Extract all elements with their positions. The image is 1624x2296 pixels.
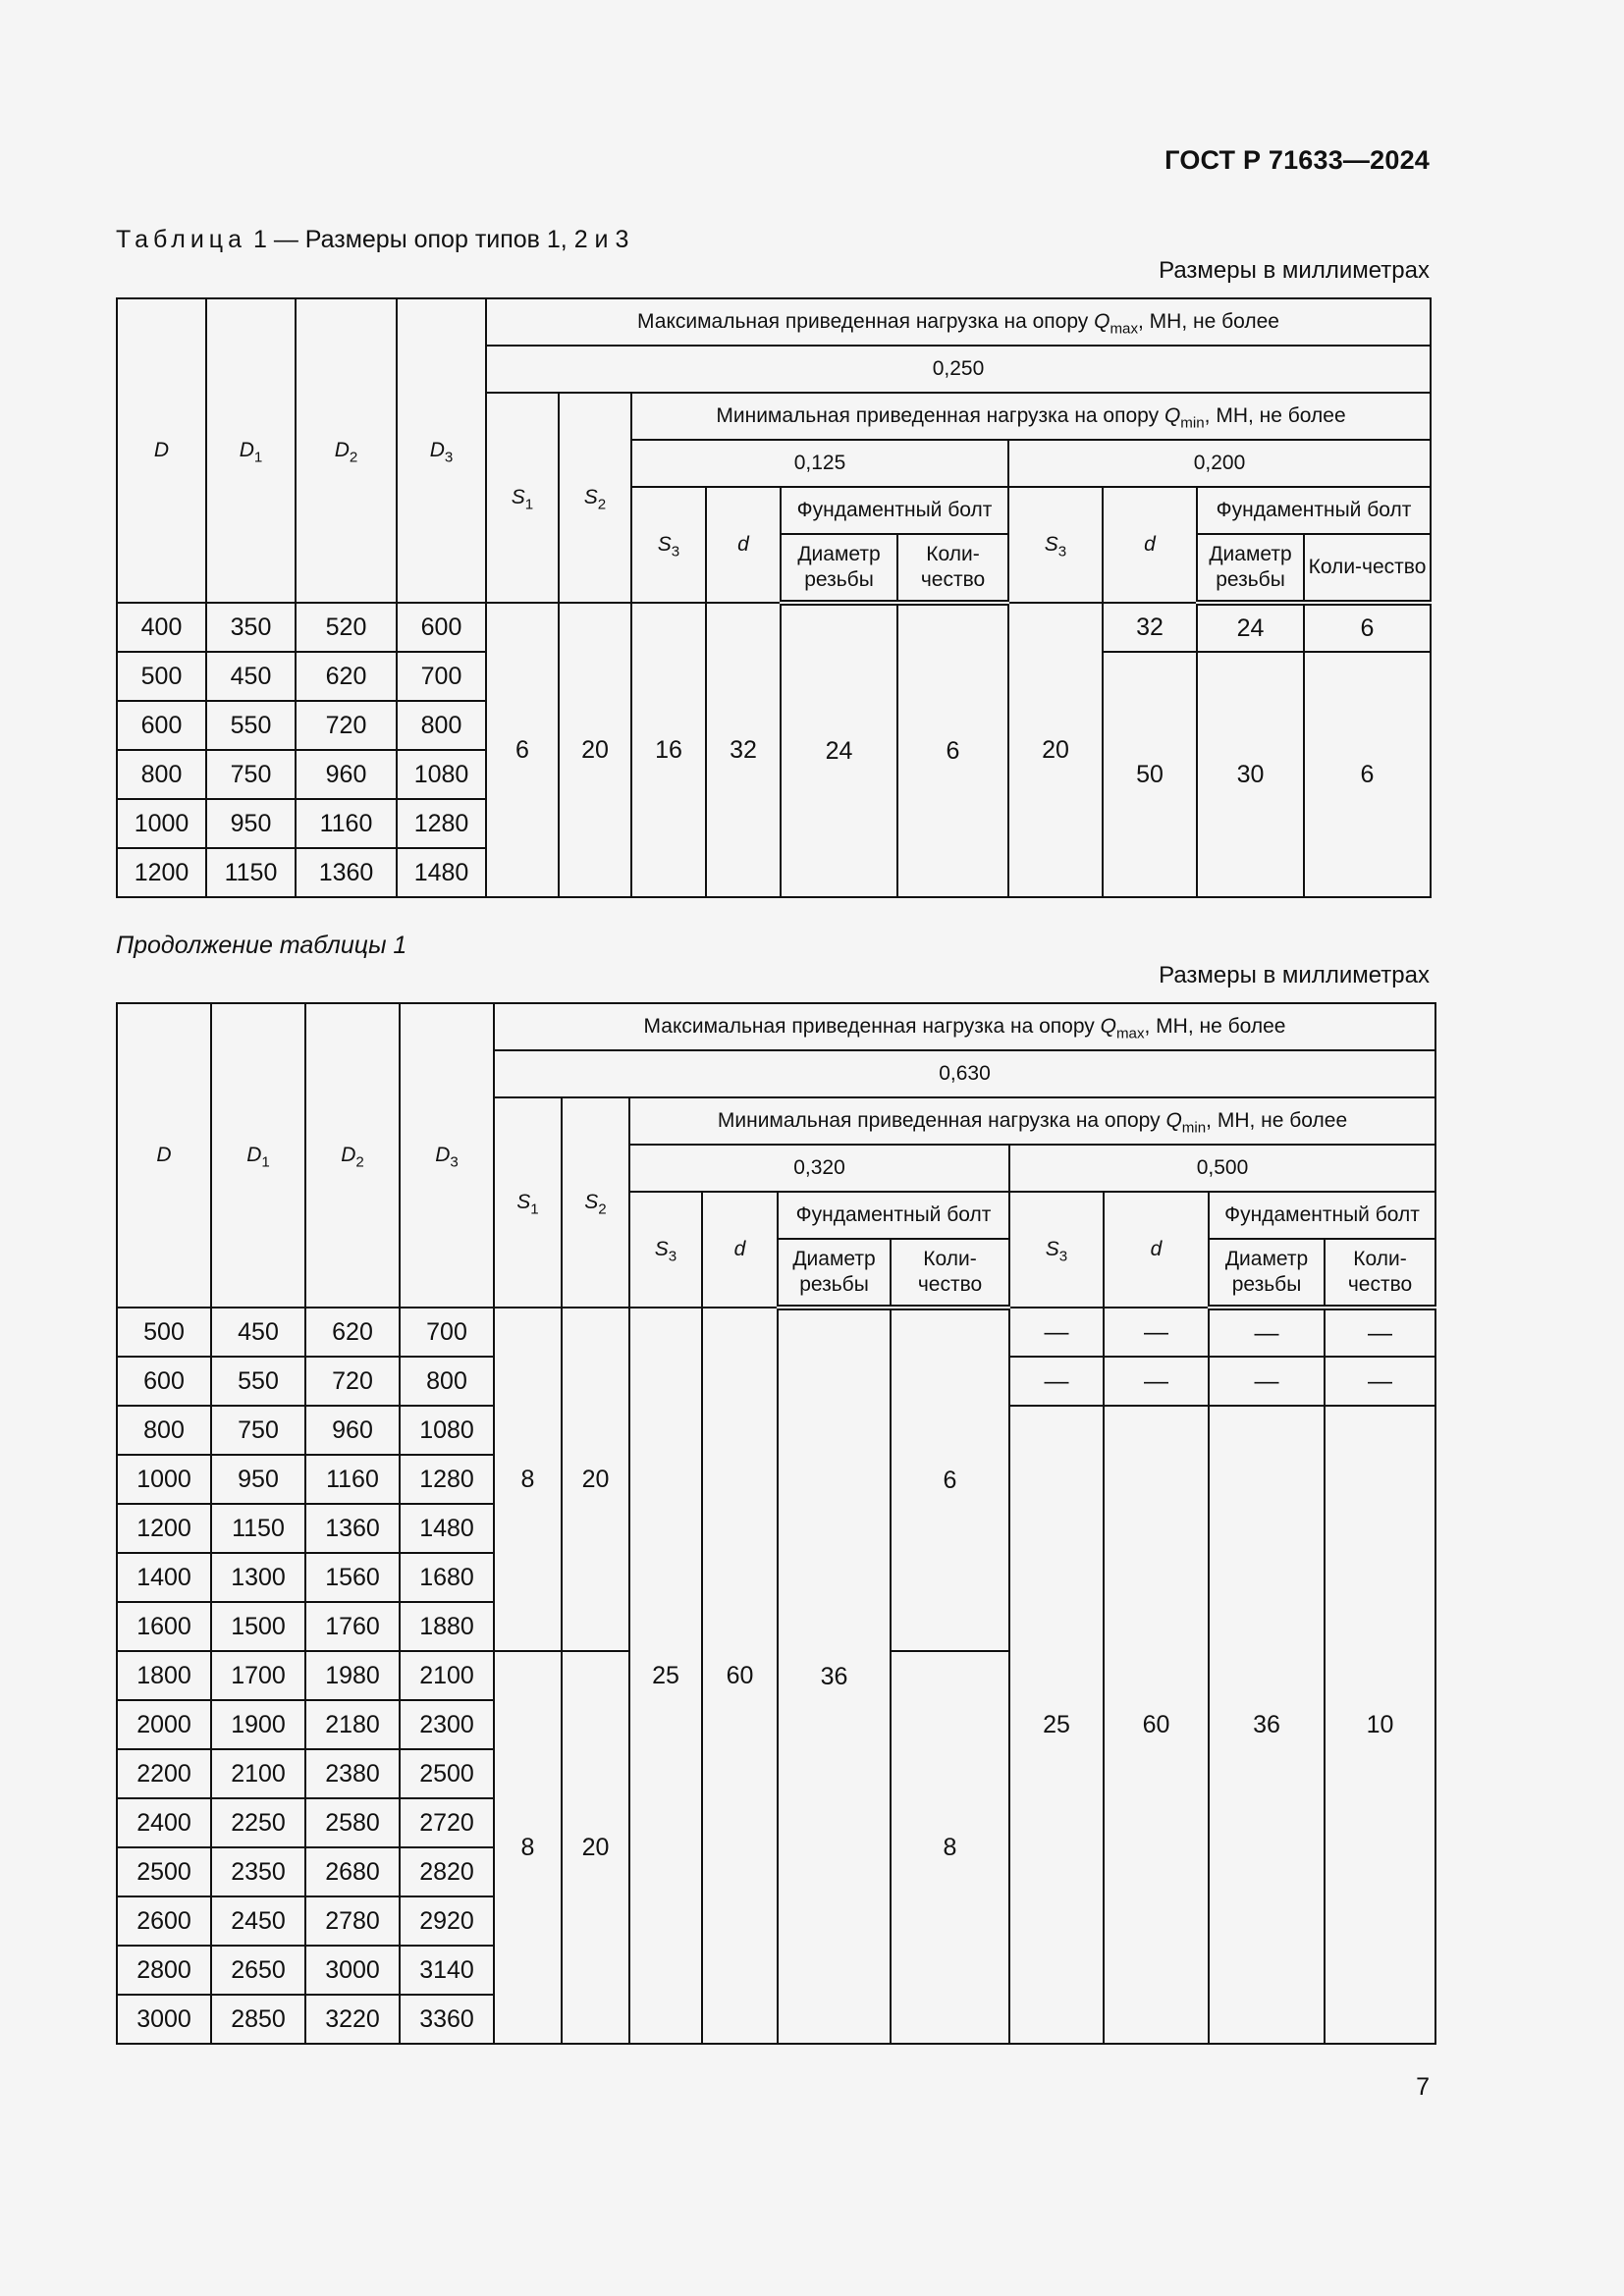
cell-D: 400: [117, 603, 206, 652]
cell-D: 600: [117, 701, 206, 750]
cell-qty-b: 6: [1304, 652, 1431, 897]
cell-D3: 1080: [400, 1406, 494, 1455]
cell-D1: 550: [206, 701, 296, 750]
table-caption: 1 — Размеры опор типов 1, 2 и 3: [252, 226, 629, 253]
cell-D3: 2720: [400, 1798, 494, 1847]
cell-S3-b: 20: [1008, 603, 1103, 897]
cell-D2: 3220: [305, 1995, 400, 2044]
continuation-title: Продолжение таблицы 1: [116, 932, 407, 959]
cell-D1: 1500: [211, 1602, 305, 1651]
cell-D: 2400: [117, 1798, 211, 1847]
cell-D1: 2250: [211, 1798, 305, 1847]
cell-D3: 800: [400, 1357, 494, 1406]
header-d-a: d: [702, 1192, 778, 1308]
cell-D1: 750: [211, 1406, 305, 1455]
cell-D2: 2380: [305, 1749, 400, 1798]
header-qmax-value: 0,630: [494, 1050, 1435, 1097]
header-d-b: d: [1103, 487, 1197, 603]
header-thread-b: Диаметр резьбы: [1197, 534, 1304, 603]
page-number: 7: [1416, 2073, 1430, 2101]
cell-qty-a: 6: [891, 1308, 1009, 1651]
cell-D: 500: [117, 652, 206, 701]
cell-thread-b: 30: [1197, 652, 1304, 897]
header-thread-a: Диаметр резьбы: [781, 534, 897, 603]
header-D: D: [117, 298, 206, 603]
cell-D: 3000: [117, 1995, 211, 2044]
cell-D1: 1700: [211, 1651, 305, 1700]
cell-D2: 2680: [305, 1847, 400, 1896]
table-row: [117, 603, 1431, 652]
units-note-2: Размеры в миллиметрах: [1159, 962, 1430, 988]
header-qty-b: Коли-чество: [1304, 534, 1431, 603]
cell-D3: 1880: [400, 1602, 494, 1651]
header-qmax: Максимальная приведенная нагрузка на опору $Q_{max}$, МН, не более: [494, 1003, 1435, 1050]
cell-D3: 1280: [397, 799, 486, 848]
cell-D3: 800: [397, 701, 486, 750]
cell-D3: 1480: [397, 848, 486, 897]
cell-S3-b-dash: —: [1009, 1357, 1104, 1406]
header-qmin-b: 0,500: [1009, 1145, 1435, 1192]
header-qmin: Минимальная приведенная нагрузка на опору $Q_{min}$, МН, не более: [629, 1097, 1435, 1145]
cell-D1: 1300: [211, 1553, 305, 1602]
cell-D: 1800: [117, 1651, 211, 1700]
header-S3-a: $S_3$: [631, 487, 706, 603]
cell-qty-a: 8: [891, 1651, 1009, 2044]
header-S2: $S_2$: [559, 393, 631, 603]
cell-D1: 2350: [211, 1847, 305, 1896]
header-D1: $D_1$: [211, 1003, 305, 1308]
header-thread-b: Диаметр резьбы: [1209, 1239, 1325, 1308]
cell-D: 2600: [117, 1896, 211, 1946]
header-qmin-a: 0,320: [629, 1145, 1009, 1192]
cell-S1: 6: [486, 603, 559, 897]
header-bolt-a: Фундаментный болт: [778, 1192, 1009, 1239]
header-qty-b: Коли-чество: [1325, 1239, 1435, 1308]
header-qmax-value: 0,250: [486, 346, 1431, 393]
header-D3: $D_3$: [400, 1003, 494, 1308]
cell-D1: 450: [206, 652, 296, 701]
cell-D2: 1360: [305, 1504, 400, 1553]
dimensions-table-1: [116, 297, 1432, 898]
cell-D: 2500: [117, 1847, 211, 1896]
cell-D1: 1900: [211, 1700, 305, 1749]
header-qmin-a: 0,125: [631, 440, 1008, 487]
header-bolt-b: Фундаментный болт: [1209, 1192, 1435, 1239]
cell-D2: 2180: [305, 1700, 400, 1749]
cell-qty-a: 6: [897, 603, 1008, 897]
cell-D2: 1980: [305, 1651, 400, 1700]
cell-D2: 3000: [305, 1946, 400, 1995]
cell-D1: 550: [211, 1357, 305, 1406]
cell-thread-a: 24: [781, 603, 897, 897]
header-S1: $S_1$: [486, 393, 559, 603]
cell-D1: 750: [206, 750, 296, 799]
cell-D2: 520: [296, 603, 397, 652]
cell-D3: 600: [397, 603, 486, 652]
cell-D2: 2780: [305, 1896, 400, 1946]
cell-qty-b: 6: [1304, 603, 1431, 652]
cell-D: 1200: [117, 1504, 211, 1553]
cell-D3: 3360: [400, 1995, 494, 2044]
cell-D3: 700: [400, 1308, 494, 1357]
cell-S3-b: 25: [1009, 1406, 1104, 2044]
cell-S1: 8: [494, 1651, 562, 2044]
cell-D2: 1160: [305, 1455, 400, 1504]
cell-D3: 2500: [400, 1749, 494, 1798]
header-qmax: Максимальная приведенная нагрузка на опору $Q_{max}$, МН, не более: [486, 298, 1431, 346]
cell-D3: 700: [397, 652, 486, 701]
cell-D1: 2450: [211, 1896, 305, 1946]
cell-thread-b: 24: [1197, 603, 1304, 652]
cell-D3: 3140: [400, 1946, 494, 1995]
cell-D1: 2650: [211, 1946, 305, 1995]
cell-D: 2000: [117, 1700, 211, 1749]
cell-S3-b-dash: —: [1009, 1308, 1104, 1357]
cell-D2: 1560: [305, 1553, 400, 1602]
header-qmin: Минимальная приведенная нагрузка на опору $Q_{min}$, МН, не более: [631, 393, 1431, 440]
cell-D2: 2580: [305, 1798, 400, 1847]
cell-d-b: 60: [1104, 1406, 1209, 2044]
header-thread-a: Диаметр резьбы: [778, 1239, 891, 1308]
cell-S3-a: 16: [631, 603, 706, 897]
cell-thread-b-dash: —: [1209, 1308, 1325, 1357]
dimensions-table-2: [116, 1002, 1436, 2045]
cell-D2: 720: [305, 1357, 400, 1406]
cell-S1: 8: [494, 1308, 562, 1651]
standard-code: ГОСТ Р 71633—2024: [1164, 145, 1430, 175]
header-qty-a: Коли-чество: [897, 534, 1008, 603]
cell-D: 2200: [117, 1749, 211, 1798]
cell-D2: 960: [305, 1406, 400, 1455]
cell-D2: 1160: [296, 799, 397, 848]
cell-D3: 1080: [397, 750, 486, 799]
cell-D: 800: [117, 750, 206, 799]
cell-D2: 720: [296, 701, 397, 750]
cell-D3: 2920: [400, 1896, 494, 1946]
cell-D1: 1150: [211, 1504, 305, 1553]
cell-D1: 350: [206, 603, 296, 652]
cell-thread-b-dash: —: [1209, 1357, 1325, 1406]
cell-D: 800: [117, 1406, 211, 1455]
cell-D1: 950: [206, 799, 296, 848]
header-d-b: d: [1104, 1192, 1209, 1308]
header-D2: $D_2$: [296, 298, 397, 603]
cell-D1: 450: [211, 1308, 305, 1357]
header-D: D: [117, 1003, 211, 1308]
cell-D1: 950: [211, 1455, 305, 1504]
table-label: Таблица: [116, 226, 247, 253]
cell-D2: 1760: [305, 1602, 400, 1651]
cell-D2: 620: [296, 652, 397, 701]
header-bolt-a: Фундаментный болт: [781, 487, 1008, 534]
cell-D: 2800: [117, 1946, 211, 1995]
cell-qty-b: 10: [1325, 1406, 1435, 2044]
cell-D1: 2850: [211, 1995, 305, 2044]
cell-qty-b-dash: —: [1325, 1357, 1435, 1406]
header-D3: $D_3$: [397, 298, 486, 603]
header-D1: $D_1$: [206, 298, 296, 603]
cell-qty-b-dash: —: [1325, 1308, 1435, 1357]
cell-D2: 960: [296, 750, 397, 799]
cell-thread-b: 36: [1209, 1406, 1325, 2044]
cell-D: 1200: [117, 848, 206, 897]
header-S3-b: $S_3$: [1009, 1192, 1104, 1308]
cell-D1: 2100: [211, 1749, 305, 1798]
cell-D: 500: [117, 1308, 211, 1357]
cell-d-b-dash: —: [1104, 1308, 1209, 1357]
header-bolt-b: Фундаментный болт: [1197, 487, 1431, 534]
cell-D3: 1280: [400, 1455, 494, 1504]
cell-D3: 2100: [400, 1651, 494, 1700]
header-d-a: d: [706, 487, 781, 603]
cell-D: 600: [117, 1357, 211, 1406]
units-note: Размеры в миллиметрах: [1159, 257, 1430, 284]
cell-d-a: 32: [706, 603, 781, 897]
cell-S2: 20: [562, 1651, 629, 2044]
cell-D: 1400: [117, 1553, 211, 1602]
cell-D3: 2820: [400, 1847, 494, 1896]
header-qmin-b: 0,200: [1008, 440, 1431, 487]
table-row: [117, 1308, 1435, 1357]
header-S1: $S_1$: [494, 1097, 562, 1308]
header-S3-a: $S_3$: [629, 1192, 702, 1308]
cell-d-b: 32: [1103, 603, 1197, 652]
cell-d-a: 60: [702, 1308, 778, 2044]
cell-D3: 1680: [400, 1553, 494, 1602]
cell-d-b: 50: [1103, 652, 1197, 897]
cell-S2: 20: [559, 603, 631, 897]
header-qty-a: Коли-чество: [891, 1239, 1009, 1308]
cell-D: 1000: [117, 1455, 211, 1504]
cell-d-b-dash: —: [1104, 1357, 1209, 1406]
cell-D3: 2300: [400, 1700, 494, 1749]
cell-D: 1000: [117, 799, 206, 848]
header-D2: $D_2$: [305, 1003, 400, 1308]
cell-S3-a: 25: [629, 1308, 702, 2044]
cell-D3: 1480: [400, 1504, 494, 1553]
table-title: [116, 226, 628, 254]
cell-S2: 20: [562, 1308, 629, 1651]
cell-D2: 1360: [296, 848, 397, 897]
cell-D2: 620: [305, 1308, 400, 1357]
cell-D: 1600: [117, 1602, 211, 1651]
header-S2: $S_2$: [562, 1097, 629, 1308]
header-S3-b: $S_3$: [1008, 487, 1103, 603]
cell-D1: 1150: [206, 848, 296, 897]
cell-thread-a: 36: [778, 1308, 891, 2044]
